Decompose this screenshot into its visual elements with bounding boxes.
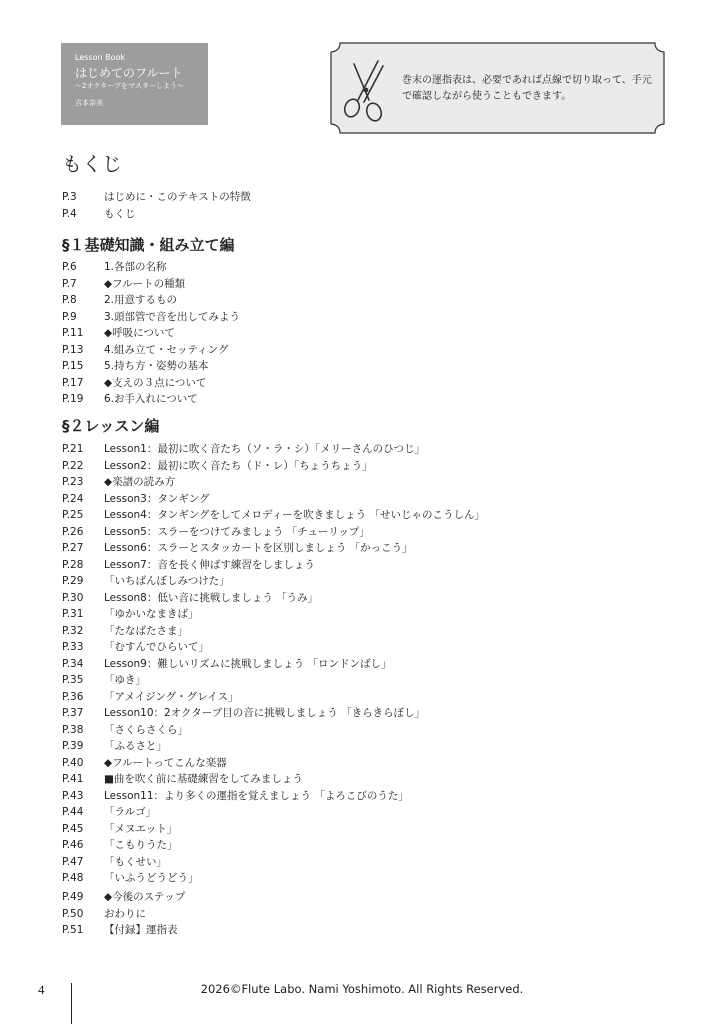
page-ref: P.17 xyxy=(62,376,84,389)
toc-item[interactable] xyxy=(62,705,485,722)
page-ref: P.37 xyxy=(62,707,84,719)
toc-item[interactable] xyxy=(62,206,251,223)
toc-text: はじめに・このテキストの特徴 xyxy=(104,191,251,203)
toc-item[interactable] xyxy=(62,391,240,408)
page-ref: P.22 xyxy=(62,459,84,472)
page-title: もくじ xyxy=(62,152,122,176)
page-number: 4 xyxy=(38,982,45,997)
toc-text: Lesson2：最初に吹く音たち（ド・レ）「ちょうちょう」 xyxy=(104,459,373,472)
page-ref: P.28 xyxy=(62,558,84,571)
toc-item[interactable] xyxy=(62,821,485,838)
toc-text: おわりに xyxy=(104,907,146,920)
toc-item[interactable] xyxy=(62,309,240,326)
page-ref: P.46 xyxy=(62,839,84,851)
page-ref: P.24 xyxy=(62,492,84,505)
toc-text: 「いちばんぼしみつけた」 xyxy=(104,575,230,587)
toc-item[interactable] xyxy=(62,491,485,508)
toc-text: 「アメイジング・グレイス」 xyxy=(104,690,239,703)
toc-item[interactable] xyxy=(62,922,185,939)
toc-item[interactable] xyxy=(62,804,485,821)
page-ref: P.6 xyxy=(62,261,77,273)
toc-item[interactable] xyxy=(62,722,485,739)
page-ref: P.33 xyxy=(62,641,84,653)
toc-item[interactable] xyxy=(62,524,485,541)
page-ref: P.23 xyxy=(62,476,84,488)
page-ref: P.8 xyxy=(62,294,77,306)
page-ref: P.34 xyxy=(62,657,84,670)
toc-text: Lesson4：タンギングをしてメロディーを吹きましょう 「せいじゃのこうしん」 xyxy=(104,509,486,521)
toc-item[interactable] xyxy=(62,788,485,805)
page-ref: P.30 xyxy=(62,591,84,604)
toc-item[interactable] xyxy=(62,689,485,706)
section-1-list xyxy=(62,259,240,408)
page-ref: P.27 xyxy=(62,542,84,554)
page-ref: P.32 xyxy=(62,624,84,637)
book-series: Lesson Book xyxy=(75,53,125,62)
book-author: 吉本奈美 xyxy=(75,99,103,107)
toc-text: ◆今後のステップ xyxy=(104,891,186,903)
toc-item[interactable] xyxy=(62,755,485,772)
page-ref: P.49 xyxy=(62,891,84,903)
toc-text: Lesson7：音を長く伸ばす練習をしましょう xyxy=(104,558,315,571)
page-ref: P.31 xyxy=(62,608,84,620)
toc-text: 【付録】運指表 xyxy=(104,924,178,936)
page-ref: P.44 xyxy=(62,806,84,818)
toc-item[interactable] xyxy=(62,738,485,755)
toc-text: Lesson6：スラーとスタッカートを区別しましょう 「かっこう」 xyxy=(104,542,413,554)
toc-item[interactable] xyxy=(62,854,485,871)
toc-item[interactable] xyxy=(62,606,485,623)
toc-text: Lesson9：難しいリズムに挑戦しましょう 「ロンドンばし」 xyxy=(104,657,392,670)
toc-text: 「たなばたさま」 xyxy=(104,624,188,637)
note-text: 巻末の運指表は、必要であれば点線で切り取って、手元で確認しながら使うこともできます。 xyxy=(402,75,652,102)
toc-text: ■曲を吹く前に基礎練習をしてみましょう xyxy=(104,773,303,785)
page-ref: P.15 xyxy=(62,360,84,372)
toc-item[interactable] xyxy=(62,771,485,788)
toc-item[interactable] xyxy=(62,259,240,276)
toc-text: 「こもりうた」 xyxy=(104,839,178,851)
page-ref: P.4 xyxy=(62,207,77,220)
toc-item[interactable] xyxy=(62,623,485,640)
page-ref: P.45 xyxy=(62,822,84,835)
toc-item[interactable] xyxy=(62,889,185,906)
book-title: はじめてのフルート xyxy=(75,66,183,80)
toc-text: 「むすんでひらいて」 xyxy=(104,641,209,653)
toc-text: 5.持ち方・姿勢の基本 xyxy=(104,360,209,372)
toc-item[interactable] xyxy=(62,906,185,923)
toc-item[interactable] xyxy=(62,441,485,458)
copyright-notice: 2026©Flute Labo. Nami Yoshimoto. All Rights Reserved. xyxy=(200,982,524,996)
toc-item[interactable] xyxy=(62,870,485,887)
toc-text: Lesson11：より多くの運指を覚えましょう 「よろこびのうた」 xyxy=(104,789,409,802)
toc-text: 4.組み立て・セッティング xyxy=(104,343,229,356)
page-ref: P.3 xyxy=(62,191,77,203)
toc-text: 「もくせい」 xyxy=(104,855,167,868)
toc-item[interactable] xyxy=(62,292,240,309)
page-ref: P.25 xyxy=(62,509,84,521)
toc-text: 1.各部の名称 xyxy=(104,261,167,273)
toc-text: ◆フルートってこんな楽器 xyxy=(104,756,227,769)
page-ref: P.26 xyxy=(62,525,84,538)
toc-text: Lesson5：スラーをつけてみましょう 「チューリップ」 xyxy=(104,525,370,538)
page-ref: P.40 xyxy=(62,756,84,769)
toc-item[interactable] xyxy=(62,837,485,854)
toc-item[interactable] xyxy=(62,557,485,574)
toc-item[interactable] xyxy=(62,474,485,491)
page-ref: P.48 xyxy=(62,872,84,884)
toc-text: Lesson10：2オクターブ目の音に挑戦しましょう 「きらきらぼし」 xyxy=(104,707,426,719)
toc-text: 3.頭部管で音を出してみよう xyxy=(104,310,241,323)
toc-text: Lesson1：最初に吹く音たち（ソ・ラ・シ）「メリーさんのひつじ」 xyxy=(104,443,426,455)
page-ref: P.19 xyxy=(62,393,84,405)
note-box xyxy=(330,42,665,134)
page-ref: P.36 xyxy=(62,690,84,703)
toc-item[interactable] xyxy=(62,375,240,392)
section-2-title: §２レッスン編 xyxy=(62,417,160,435)
page-ref: P.7 xyxy=(62,277,77,290)
toc-item[interactable] xyxy=(62,342,240,359)
page-ref: P.41 xyxy=(62,773,84,785)
page-ref: P.38 xyxy=(62,723,84,736)
page-ref: P.13 xyxy=(62,343,84,356)
toc-text: 「ふるさと」 xyxy=(104,740,167,752)
toc-item[interactable] xyxy=(62,639,485,656)
page-ref: P.43 xyxy=(62,789,84,802)
toc-text: Lesson8：低い音に挑戦しましょう 「うみ」 xyxy=(104,591,319,604)
toc-item[interactable] xyxy=(62,325,240,342)
toc-text: 2.用意するもの xyxy=(104,294,178,306)
toc-text: 「さくらさくら」 xyxy=(104,723,188,736)
toc-item[interactable] xyxy=(62,507,485,524)
toc-item[interactable] xyxy=(62,358,240,375)
page-ref: P.29 xyxy=(62,575,84,587)
toc-text: 「ラルゴ」 xyxy=(104,806,157,818)
book-subtitle: ～2オクターブをマスターしよう～ xyxy=(75,82,184,90)
intro-list xyxy=(62,189,251,222)
closing-list xyxy=(62,889,185,939)
toc-text: 「メヌエット」 xyxy=(104,822,178,835)
toc-text: Lesson3：タンギング xyxy=(104,492,210,505)
toc-text: ◆呼吸について xyxy=(104,327,175,339)
toc-item[interactable] xyxy=(62,276,240,293)
toc-text: 6.お手入れについて xyxy=(104,393,198,405)
toc-text: ◆フルートの種類 xyxy=(104,277,186,290)
section-2-list xyxy=(62,441,485,887)
toc-text: ◆支えの３点について xyxy=(104,376,207,389)
toc-text: ◆楽譜の読み方 xyxy=(104,476,176,488)
toc-item[interactable] xyxy=(62,189,251,206)
page-ref: P.11 xyxy=(62,327,84,339)
toc-text: もくじ xyxy=(104,207,136,220)
page-ref: P.51 xyxy=(62,924,84,936)
page-ref: P.21 xyxy=(62,443,84,455)
toc-item[interactable] xyxy=(62,590,485,607)
page-ref: P.39 xyxy=(62,740,84,752)
toc-item[interactable] xyxy=(62,540,485,557)
book-label xyxy=(61,43,208,125)
page-ref: P.47 xyxy=(62,855,84,868)
section-1-title: §１基礎知識・組み立て編 xyxy=(62,236,235,254)
toc-text: 「ゆき」 xyxy=(104,674,146,686)
page-ref: P.50 xyxy=(62,907,84,920)
page-ref: P.9 xyxy=(62,310,77,323)
toc-item[interactable] xyxy=(62,672,485,689)
toc-item[interactable] xyxy=(62,573,485,590)
toc-item[interactable] xyxy=(62,656,485,673)
toc-text: 「いふうどうどう」 xyxy=(104,872,199,884)
toc-text: 「ゆかいなまきば」 xyxy=(104,608,199,620)
page-ref: P.35 xyxy=(62,674,84,686)
toc-item[interactable] xyxy=(62,458,485,475)
scissors-icon xyxy=(342,58,388,124)
